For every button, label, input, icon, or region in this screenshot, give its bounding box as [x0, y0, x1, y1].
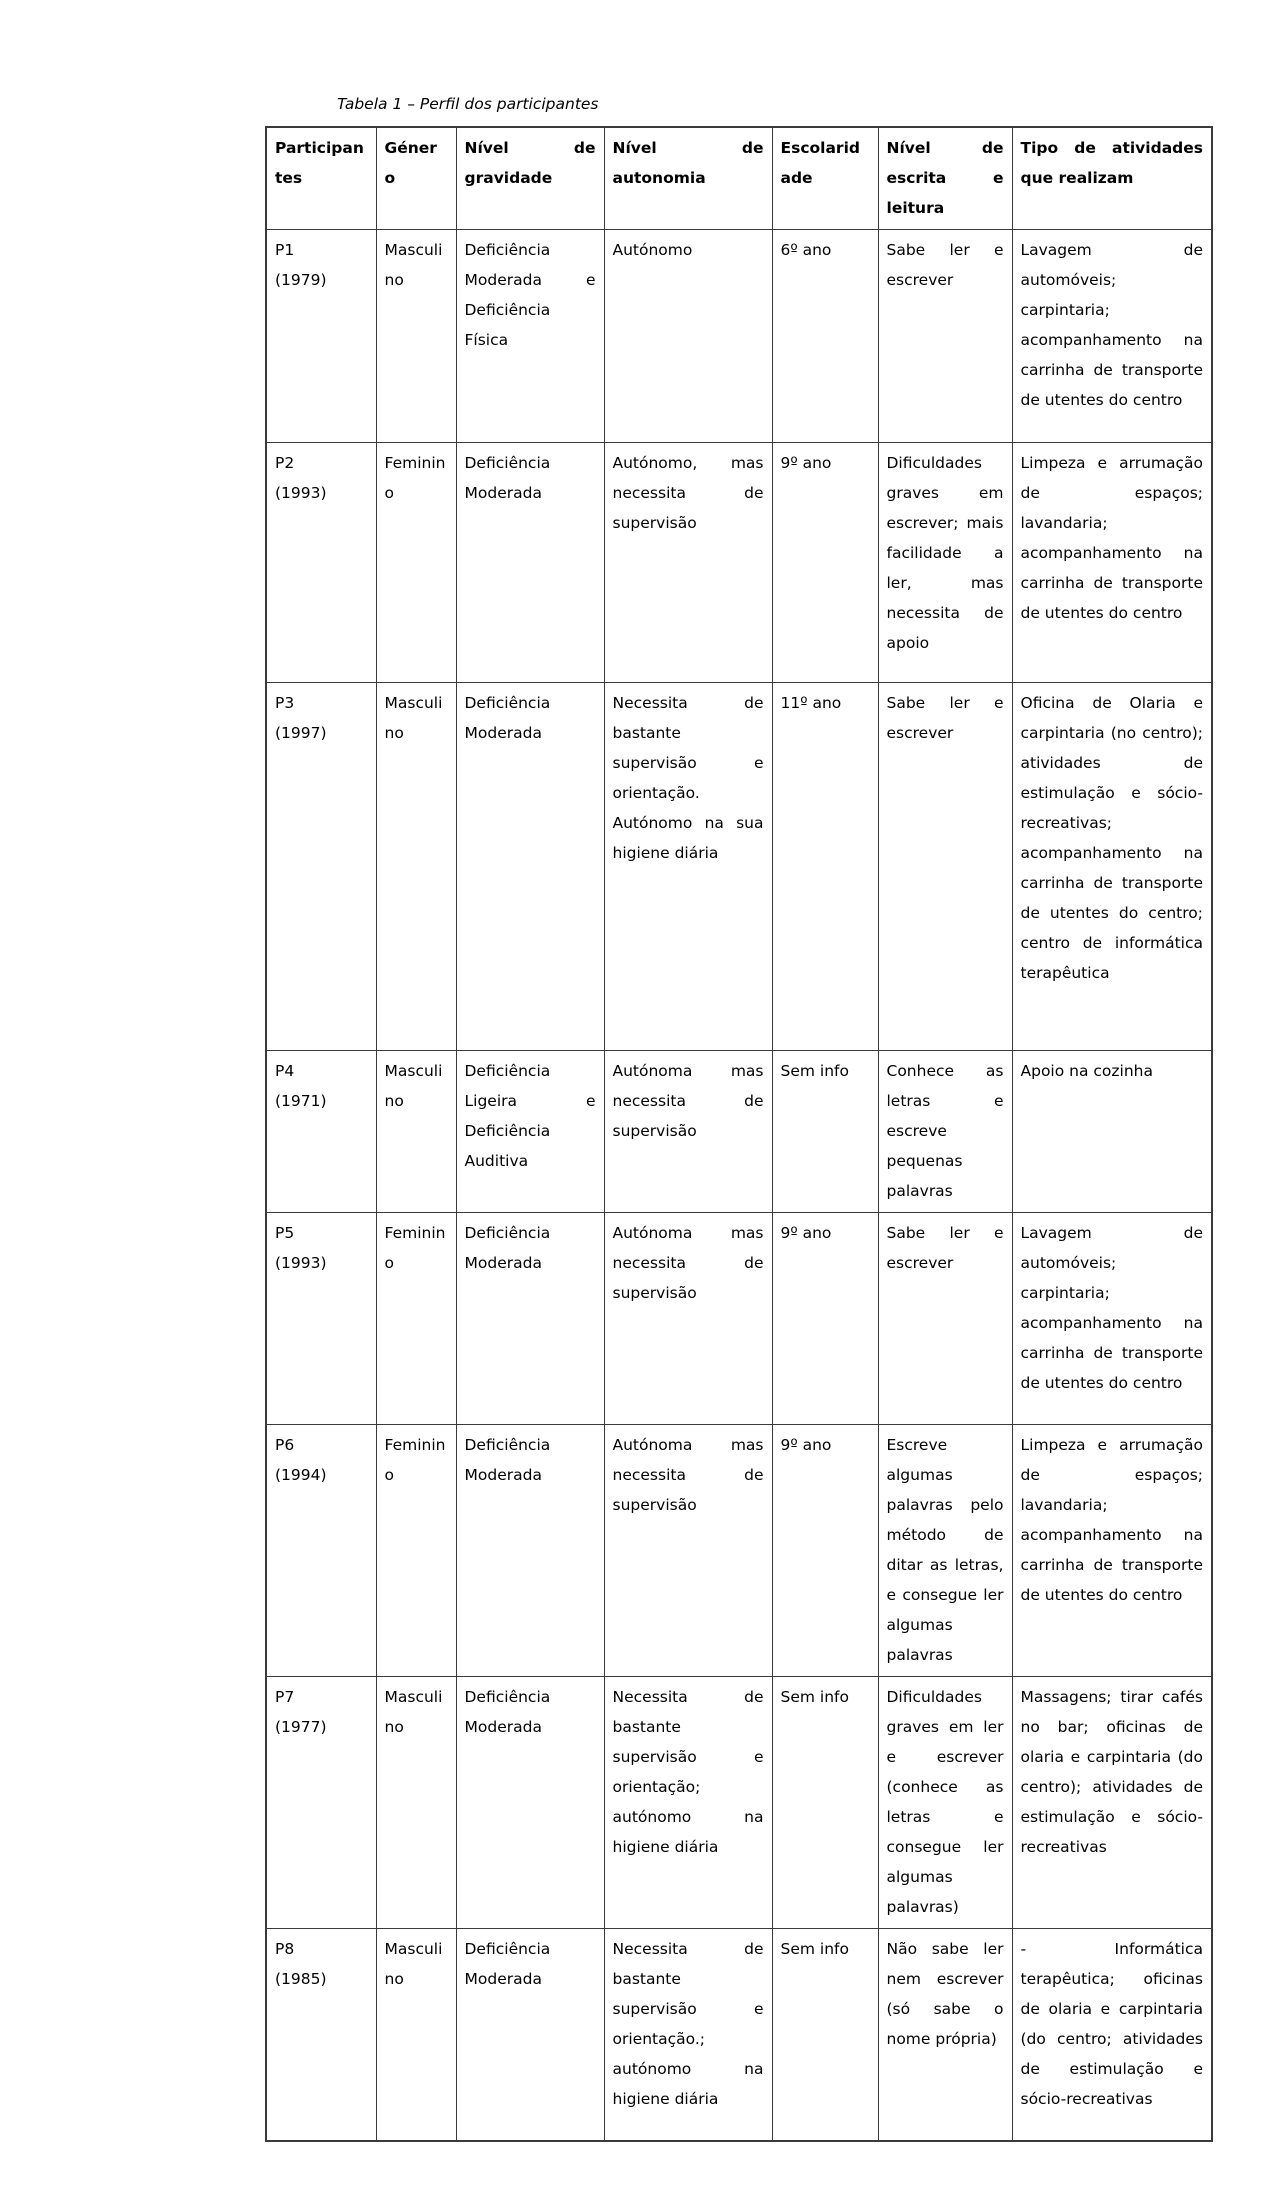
participant-id: P2: [275, 454, 295, 472]
cell-participante: [266, 683, 376, 1051]
column-header-escolaridade: Escolaridade: [772, 127, 878, 230]
cell-genero: Feminino: [376, 443, 456, 683]
cell-gravidade: Deficiência Moderada: [456, 1929, 604, 2141]
cell-escrita-leitura: Escreve algumas palavras pelo método de ditar as letras, e consegue ler algumas palavras: [878, 1425, 1012, 1677]
column-header-participantes: Participantes: [266, 127, 376, 230]
cell-escolaridade: Sem info: [772, 1929, 878, 2141]
table-row-p2: [266, 443, 1212, 683]
cell-genero: Feminino: [376, 1213, 456, 1425]
cell-genero: Masculino: [376, 683, 456, 1051]
cell-gravidade: Deficiência Ligeira e Deficiência Auditiva: [456, 1051, 604, 1213]
cell-atividades: Massagens; tirar cafés no bar; oficinas de olaria e carpintaria (do centro); atividades de estimulação e sócio-recreativas: [1012, 1677, 1212, 1929]
cell-participante: [266, 443, 376, 683]
cell-participante: [266, 1051, 376, 1213]
cell-gravidade: Deficiência Moderada e Deficiência Física: [456, 230, 604, 443]
cell-atividades: - Informática terapêutica; oficinas de olaria e carpintaria (do centro; atividades de estimulação e sócio-recreativas: [1012, 1929, 1212, 2141]
cell-gravidade: Deficiência Moderada: [456, 443, 604, 683]
participant-year: (1977): [275, 1718, 327, 1736]
cell-participante: [266, 1425, 376, 1677]
cell-atividades: Limpeza e arrumação de espaços; lavandaria; acompanhamento na carrinha de transporte de utentes do centro: [1012, 1425, 1212, 1677]
cell-escrita-leitura: Sabe ler e escrever: [878, 683, 1012, 1051]
participant-id: P4: [275, 1062, 295, 1080]
cell-escolaridade: 9º ano: [772, 1425, 878, 1677]
participant-year: (1993): [275, 484, 327, 502]
cell-atividades: Lavagem de automóveis; carpintaria; acompanhamento na carrinha de transporte de utentes do centro: [1012, 1213, 1212, 1425]
participant-id: P3: [275, 694, 295, 712]
participant-year: (1979): [275, 271, 327, 289]
table-header-row: [266, 127, 1212, 230]
table-row-p7: [266, 1677, 1212, 1929]
table-row-p4: [266, 1051, 1212, 1213]
table-caption: Tabela 1 – Perfil dos participantes: [337, 95, 599, 113]
cell-escrita-leitura: Não sabe ler nem escrever (só sabe o nome própria): [878, 1929, 1012, 2141]
cell-gravidade: Deficiência Moderada: [456, 1425, 604, 1677]
cell-atividades: Apoio na cozinha: [1012, 1051, 1212, 1213]
participant-year: (1997): [275, 724, 327, 742]
cell-genero: Masculino: [376, 1677, 456, 1929]
table-row-p3: [266, 683, 1212, 1051]
column-header-genero: Género: [376, 127, 456, 230]
cell-autonomia: Autónomo: [604, 230, 772, 443]
participant-year: (1985): [275, 1970, 327, 1988]
cell-autonomia: Autónoma mas necessita de supervisão: [604, 1213, 772, 1425]
cell-autonomia: Autónomo, mas necessita de supervisão: [604, 443, 772, 683]
participant-id: P8: [275, 1940, 295, 1958]
document-page: [265, 92, 1213, 2142]
cell-autonomia: Necessita de bastante supervisão e orientação. Autónomo na sua higiene diária: [604, 683, 772, 1051]
cell-escolaridade: 9º ano: [772, 443, 878, 683]
table-row-p5: [266, 1213, 1212, 1425]
cell-genero: Masculino: [376, 1929, 456, 2141]
cell-participante: [266, 1677, 376, 1929]
column-header-gravidade: Nível de gravidade: [456, 127, 604, 230]
cell-participante: [266, 1213, 376, 1425]
table-row-p8: [266, 1929, 1212, 2141]
cell-escrita-leitura: Dificuldades graves em escrever; mais facilidade a ler, mas necessita de apoio: [878, 443, 1012, 683]
cell-participante: [266, 1929, 376, 2141]
cell-gravidade: Deficiência Moderada: [456, 1677, 604, 1929]
column-header-escrita-leitura: Nível de escrita e leitura: [878, 127, 1012, 230]
participant-year: (1971): [275, 1092, 327, 1110]
cell-genero: Feminino: [376, 1425, 456, 1677]
cell-escolaridade: Sem info: [772, 1677, 878, 1929]
cell-genero: Masculino: [376, 1051, 456, 1213]
cell-atividades: Lavagem de automóveis; carpintaria; acompanhamento na carrinha de transporte de utentes do centro: [1012, 230, 1212, 443]
cell-escolaridade: 6º ano: [772, 230, 878, 443]
cell-escolaridade: Sem info: [772, 1051, 878, 1213]
cell-autonomia: Autónoma mas necessita de supervisão: [604, 1425, 772, 1677]
participant-id: P5: [275, 1224, 295, 1242]
cell-escrita-leitura: Dificuldades graves em ler e escrever (conhece as letras e consegue ler algumas palavras): [878, 1677, 1012, 1929]
cell-autonomia: Necessita de bastante supervisão e orientação; autónomo na higiene diária: [604, 1677, 772, 1929]
cell-escrita-leitura: Sabe ler e escrever: [878, 230, 1012, 443]
participant-year: (1993): [275, 1254, 327, 1272]
participant-id: P7: [275, 1688, 295, 1706]
cell-escrita-leitura: Conhece as letras e escreve pequenas palavras: [878, 1051, 1012, 1213]
cell-escrita-leitura: Sabe ler e escrever: [878, 1213, 1012, 1425]
column-header-atividades: Tipo de atividades que realizam: [1012, 127, 1212, 230]
participant-id: P6: [275, 1436, 295, 1454]
cell-gravidade: Deficiência Moderada: [456, 683, 604, 1051]
cell-atividades: Oficina de Olaria e carpintaria (no centro); atividades de estimulação e sócio-recreativas; acompanhamento na carrinha de transporte de utentes do centro; centro de informática terapêutica: [1012, 683, 1212, 1051]
cell-escolaridade: 11º ano: [772, 683, 878, 1051]
cell-genero: Masculino: [376, 230, 456, 443]
cell-atividades: Limpeza e arrumação de espaços; lavandaria; acompanhamento na carrinha de transporte de utentes do centro: [1012, 443, 1212, 683]
participants-table: [265, 126, 1213, 2142]
column-header-autonomia: Nível de autonomia: [604, 127, 772, 230]
cell-autonomia: Necessita de bastante supervisão e orientação.; autónomo na higiene diária: [604, 1929, 772, 2141]
cell-gravidade: Deficiência Moderada: [456, 1213, 604, 1425]
cell-autonomia: Autónoma mas necessita de supervisão: [604, 1051, 772, 1213]
participant-id: P1: [275, 241, 295, 259]
table-row-p6: [266, 1425, 1212, 1677]
cell-escolaridade: 9º ano: [772, 1213, 878, 1425]
participant-year: (1994): [275, 1466, 327, 1484]
table-row-p1: [266, 230, 1212, 443]
cell-participante: [266, 230, 376, 443]
